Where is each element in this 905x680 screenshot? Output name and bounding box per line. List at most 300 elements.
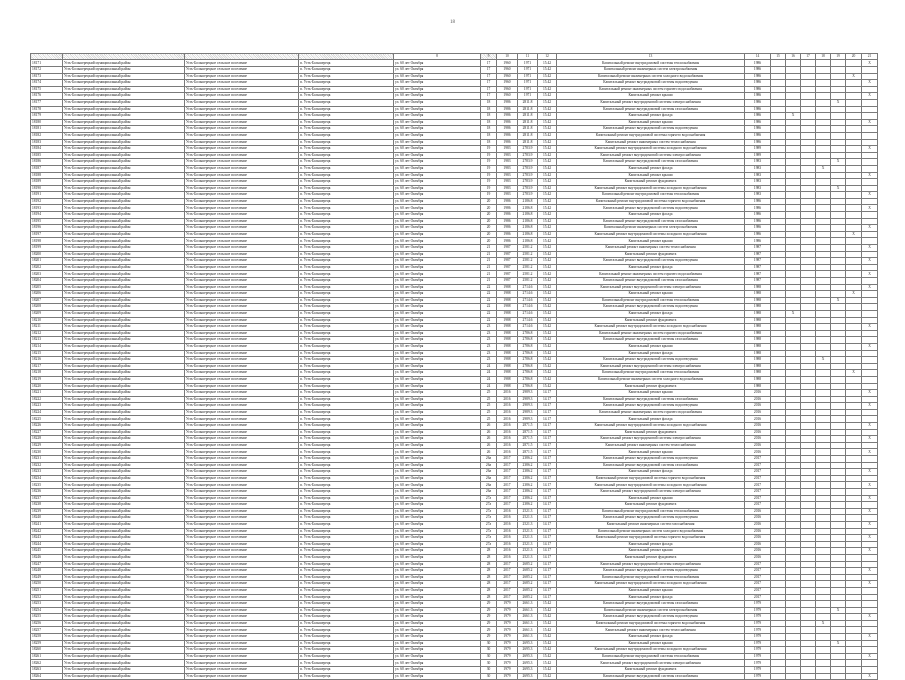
cell-record-id: 18181 [31,126,63,133]
cell-settlement: Усть-Большерецкое сельское поселение [185,535,299,542]
cell-record-id: 18224 [31,409,63,416]
cell-settlement: Усть-Большерецкое сельское поселение [185,653,299,660]
cell-work-type: Капитальный ремонт внутридомовой системы электроснабжения [557,152,745,159]
cell-area: 2783.9 [518,152,538,159]
cell-build-year: 2016 [497,535,518,542]
cell-district: Усть-Большерецкий муниципальный район [63,304,185,311]
cell-area: 2581.2 [518,264,538,271]
cell-mark-2020 [801,350,816,357]
cell-locality: п. Усть-Большерецк [299,152,394,159]
cell-street: ул. 60 лет Октября [394,640,481,647]
cell-work-type: Капитальный ремонт внутридомовой системы холодного водоснабжения [557,423,745,430]
cell-locality: п. Усть-Большерецк [299,264,394,271]
cell-mark-2024: X [862,284,878,291]
cell-district: Усть-Большерецкий муниципальный район [63,475,185,482]
cell-district: Усть-Большерецкий муниципальный район [63,436,185,443]
cell-rate: 15.42 [538,99,557,106]
cell-settlement: Усть-Большерецкое сельское поселение [185,60,299,67]
cell-area: 1971 [518,86,538,93]
cell-district: Усть-Большерецкий муниципальный район [63,587,185,594]
cell-record-id: 18184 [31,146,63,153]
cell-settlement: Усть-Большерецкое сельское поселение [185,376,299,383]
cell-mark-2019 [786,383,801,390]
cell-district: Усть-Большерецкий муниципальный район [63,456,185,463]
cell-mark-2024 [862,396,878,403]
cell-mark-2024: X [862,508,878,515]
cell-mark-2021 [816,383,831,390]
cell-area: 2695.3 [518,640,538,647]
cell-plan-year: 1979 [745,673,771,680]
cell-district: Усть-Большерецкий муниципальный район [63,139,185,146]
cell-street: ул. 60 лет Октября [394,192,481,199]
cell-locality: п. Усть-Большерецк [299,172,394,179]
cell-district: Усть-Большерецкий муниципальный район [63,561,185,568]
table-row [31,673,878,680]
cell-locality: п. Усть-Большерецк [299,508,394,515]
cell-street: ул. 60 лет Октября [394,185,481,192]
cell-record-id: 18187 [31,165,63,172]
cell-mark-2020 [801,245,816,252]
cell-mark-2018 [771,456,786,463]
cell-street: ул. 60 лет Октября [394,475,481,482]
cell-plan-year: 1988 [745,370,771,377]
cell-mark-2023 [846,508,862,515]
header-cell: 18 [816,54,831,60]
cell-locality: п. Усть-Большерецк [299,165,394,172]
cell-mark-2019 [786,456,801,463]
cell-mark-2018 [771,475,786,482]
cell-mark-2018 [771,185,786,192]
cell-mark-2022 [831,535,846,542]
cell-work-type: Капитальный ремонт внутридомовой системы холодного водоснабжения [557,146,745,153]
cell-build-year: 1988 [497,357,518,364]
cell-plan-year: 1988 [745,337,771,344]
cell-mark-2023 [846,640,862,647]
cell-mark-2024 [862,198,878,205]
cell-plan-year: 1987 [745,245,771,252]
cell-mark-2020 [801,423,816,430]
cell-mark-2019 [786,370,801,377]
cell-work-type: Капитальный ремонт внутридомовой системы газоснабжения [557,462,745,469]
cell-mark-2024: X [862,581,878,588]
cell-record-id: 18236 [31,489,63,496]
cell-mark-2019 [786,67,801,74]
cell-mark-2024: X [862,673,878,680]
cell-work-type: Капитальный ремонт фундамента [557,502,745,509]
cell-mark-2022 [831,152,846,159]
cell-mark-2018 [771,73,786,80]
cell-district: Усть-Большерецкий муниципальный район [63,106,185,113]
cell-record-id: 18244 [31,541,63,548]
cell-house-number: 28 [481,554,497,561]
cell-mark-2023 [846,185,862,192]
cell-work-type: Капитальный ремонт крыши [557,291,745,298]
cell-record-id: 18249 [31,574,63,581]
cell-work-type: Капитальный ремонт крыши [557,343,745,350]
cell-mark-2022 [831,251,846,258]
cell-settlement: Усть-Большерецкое сельское поселение [185,317,299,324]
cell-work-type: Капитальный ремонт внутридомовой системы газоснабжения [557,218,745,225]
cell-record-id: 18238 [31,502,63,509]
cell-mark-2020 [801,396,816,403]
cell-mark-2024: X [862,548,878,555]
cell-mark-2019 [786,409,801,416]
cell-plan-year: 2016 [745,403,771,410]
cell-mark-2022 [831,528,846,535]
cell-mark-2024 [862,337,878,344]
cell-rate: 15.42 [538,86,557,93]
cell-mark-2018 [771,515,786,522]
cell-mark-2022 [831,396,846,403]
cell-area: 2811.8 [518,119,538,126]
cell-mark-2020 [801,370,816,377]
cell-mark-2024 [862,627,878,634]
cell-build-year: 1979 [497,640,518,647]
cell-mark-2019 [786,469,801,476]
cell-record-id: 18235 [31,482,63,489]
cell-district: Усть-Большерецкий муниципальный район [63,310,185,317]
cell-work-type: Капитальный ремонт внутридомовой системы газоснабжения [557,278,745,285]
cell-locality: п. Усть-Большерецк [299,581,394,588]
cell-house-number: 25 [481,390,497,397]
cell-locality: п. Усть-Большерецк [299,601,394,608]
cell-house-number: 30 [481,667,497,674]
cell-mark-2020 [801,86,816,93]
cell-settlement: Усть-Большерецкое сельское поселение [185,231,299,238]
cell-mark-2020 [801,297,816,304]
cell-mark-2022 [831,119,846,126]
cell-house-number: 21 [481,245,497,252]
cell-mark-2018 [771,343,786,350]
cell-street: ул. 60 лет Октября [394,489,481,496]
cell-area: 2786.8 [518,383,538,390]
cell-settlement: Усть-Большерецкое сельское поселение [185,67,299,74]
cell-mark-2020 [801,601,816,608]
cell-mark-2023 [846,673,862,680]
cell-mark-2021 [816,673,831,680]
cell-mark-2020 [801,93,816,100]
cell-rate: 15.42 [538,152,557,159]
cell-street: ул. 60 лет Октября [394,258,481,265]
cell-district: Усть-Большерецкий муниципальный район [63,495,185,502]
cell-mark-2019 [786,304,801,311]
cell-street: ул. 60 лет Октября [394,442,481,449]
cell-street: ул. 60 лет Октября [394,264,481,271]
cell-house-number: 28 [481,587,497,594]
cell-settlement: Усть-Большерецкое сельское поселение [185,667,299,674]
cell-mark-2022 [831,343,846,350]
cell-mark-2020 [801,607,816,614]
cell-district: Усть-Большерецкий муниципальный район [63,647,185,654]
cell-record-id: 18261 [31,653,63,660]
cell-work-type: Капитальный ремонт внутридомовой системы водоотведения [557,304,745,311]
cell-record-id: 18197 [31,231,63,238]
cell-build-year: 1988 [497,343,518,350]
table-row [31,390,878,397]
cell-street: ул. 60 лет Октября [394,495,481,502]
cell-mark-2024 [862,409,878,416]
cell-mark-2020 [801,673,816,680]
cell-mark-2019 [786,357,801,364]
cell-settlement: Усть-Большерецкое сельское поселение [185,251,299,258]
cell-settlement: Усть-Большерецкое сельское поселение [185,245,299,252]
cell-mark-2022 [831,179,846,186]
cell-rate: 15.42 [538,601,557,608]
cell-house-number: 29 [481,601,497,608]
cell-house-number: 26 [481,442,497,449]
table-row [31,350,878,357]
cell-area: 2685.2 [518,594,538,601]
cell-district: Усть-Большерецкий муниципальный район [63,634,185,641]
cell-mark-2023: X [846,231,862,238]
cell-locality: п. Усть-Большерецк [299,271,394,278]
cell-mark-2023 [846,86,862,93]
cell-district: Усть-Большерецкий муниципальный район [63,251,185,258]
cell-locality: п. Усть-Большерецк [299,146,394,153]
cell-rate: 15.42 [538,343,557,350]
cell-record-id: 18212 [31,330,63,337]
cell-locality: п. Усть-Большерецк [299,139,394,146]
cell-mark-2019 [786,495,801,502]
cell-build-year: 1979 [497,647,518,654]
cell-area: 2871.5 [518,449,538,456]
cell-area: 2661.3 [518,601,538,608]
cell-plan-year: 2017 [745,594,771,601]
cell-settlement: Усть-Большерецкое сельское поселение [185,86,299,93]
cell-mark-2020 [801,238,816,245]
cell-locality: п. Усть-Большерецк [299,251,394,258]
cell-street: ул. 60 лет Октября [394,449,481,456]
cell-mark-2023 [846,60,862,67]
table-row [31,647,878,654]
cell-rate: 15.42 [538,614,557,621]
cell-mark-2018 [771,561,786,568]
cell-mark-2023 [846,594,862,601]
cell-district: Усть-Большерецкий муниципальный район [63,60,185,67]
cell-area: 2871.5 [518,429,538,436]
cell-area: 2661.3 [518,634,538,641]
cell-locality: п. Усть-Большерецк [299,528,394,535]
table-row [31,198,878,205]
cell-build-year: 1986 [497,139,518,146]
cell-district: Усть-Большерецкий муниципальный район [63,442,185,449]
cell-mark-2022: X [831,297,846,304]
cell-mark-2021 [816,535,831,542]
cell-mark-2020 [801,535,816,542]
table-row [31,423,878,430]
cell-build-year: 1986 [497,198,518,205]
cell-mark-2018 [771,198,786,205]
cell-mark-2021 [816,93,831,100]
cell-area: 2685.2 [518,574,538,581]
cell-locality: п. Усть-Большерецк [299,376,394,383]
cell-rate: 15.42 [538,673,557,680]
cell-mark-2022 [831,357,846,364]
cell-build-year: 1988 [497,337,518,344]
cell-mark-2023 [846,317,862,324]
cell-house-number: 19 [481,152,497,159]
cell-mark-2022 [831,330,846,337]
cell-mark-2023 [846,548,862,555]
cell-district: Усть-Большерецкий муниципальный район [63,568,185,575]
cell-locality: п. Усть-Большерецк [299,330,394,337]
cell-district: Усть-Большерецкий муниципальный район [63,80,185,87]
cell-settlement: Усть-Большерецкое сельское поселение [185,548,299,555]
cell-rate: 15.42 [538,278,557,285]
cell-area: 2783.9 [518,165,538,172]
cell-work-type: Капитальный ремонт инженерных систем холодного водоснабжения [557,376,745,383]
cell-area: 2783.9 [518,172,538,179]
cell-work-type: Капитальный ремонт внутридомовой системы электроснабжения [557,284,745,291]
cell-record-id: 18174 [31,80,63,87]
table-row [31,581,878,588]
cell-work-type: Капитальный ремонт внутридомовой системы газоснабжения [557,159,745,166]
cell-record-id: 18185 [31,152,63,159]
cell-record-id: 18242 [31,528,63,535]
cell-mark-2023 [846,456,862,463]
cell-mark-2022 [831,634,846,641]
cell-locality: п. Усть-Большерецк [299,561,394,568]
cell-build-year: 1987 [497,251,518,258]
cell-mark-2018 [771,390,786,397]
cell-street: ул. 60 лет Октября [394,251,481,258]
cell-district: Усть-Большерецкий муниципальный район [63,231,185,238]
cell-rate: 14.17 [538,396,557,403]
cell-mark-2021 [816,541,831,548]
cell-record-id: 18213 [31,337,63,344]
cell-mark-2021: X [816,357,831,364]
cell-settlement: Усть-Большерецкое сельское поселение [185,152,299,159]
cell-street: ул. 60 лет Октября [394,139,481,146]
cell-district: Усть-Большерецкий муниципальный район [63,324,185,331]
cell-settlement: Усть-Большерецкое сельское поселение [185,620,299,627]
cell-plan-year: 1988 [745,317,771,324]
cell-area: 2811.8 [518,106,538,113]
cell-mark-2021 [816,502,831,509]
table-row [31,278,878,285]
cell-street: ул. 60 лет Октября [394,278,481,285]
cell-build-year: 1979 [497,673,518,680]
cell-settlement: Усть-Большерецкое сельское поселение [185,159,299,166]
cell-mark-2020 [801,390,816,397]
cell-rate: 15.42 [538,647,557,654]
table-row [31,535,878,542]
cell-mark-2019 [786,376,801,383]
cell-mark-2021 [816,409,831,416]
cell-district: Усть-Большерецкий муниципальный район [63,337,185,344]
cell-mark-2018 [771,363,786,370]
cell-work-type: Капитальный ремонт фасада [557,165,745,172]
cell-record-id: 18264 [31,673,63,680]
cell-mark-2024: X [862,146,878,153]
cell-area: 2714.6 [518,324,538,331]
cell-build-year: 2017 [497,456,518,463]
table-row [31,667,878,674]
cell-street: ул. 60 лет Октября [394,159,481,166]
cell-district: Усть-Большерецкий муниципальный район [63,205,185,212]
cell-area: 2661.3 [518,607,538,614]
cell-work-type: Капитальный ремонт внутридомовой системы водоотведения [557,403,745,410]
cell-mark-2024 [862,238,878,245]
cell-mark-2023 [846,442,862,449]
cell-district: Усть-Большерецкий муниципальный район [63,198,185,205]
cell-plan-year: 1988 [745,363,771,370]
cell-mark-2018 [771,449,786,456]
cell-locality: п. Усть-Большерецк [299,640,394,647]
cell-mark-2020 [801,172,816,179]
cell-mark-2018 [771,614,786,621]
cell-settlement: Усть-Большерецкое сельское поселение [185,607,299,614]
cell-mark-2020 [801,317,816,324]
cell-house-number: 23 [481,357,497,364]
cell-district: Усть-Большерецкий муниципальный район [63,93,185,100]
cell-build-year: 1979 [497,607,518,614]
cell-mark-2022 [831,93,846,100]
table-row [31,93,878,100]
cell-district: Усть-Большерецкий муниципальный район [63,502,185,509]
cell-mark-2020 [801,159,816,166]
cell-mark-2018 [771,350,786,357]
cell-area: 2811.8 [518,99,538,106]
cell-mark-2023 [846,80,862,87]
cell-mark-2020 [801,192,816,199]
cell-district: Усть-Большерецкий муниципальный район [63,409,185,416]
cell-record-id: 18237 [31,495,63,502]
cell-work-type: Капитальный ремонт фундамента [557,667,745,674]
cell-mark-2018 [771,304,786,311]
cell-mark-2024: X [862,423,878,430]
cell-mark-2023: X [846,73,862,80]
cell-mark-2023 [846,363,862,370]
table-row [31,225,878,232]
cell-mark-2018 [771,482,786,489]
cell-settlement: Усть-Большерецкое сельское поселение [185,225,299,232]
cell-locality: п. Усть-Большерецк [299,482,394,489]
cell-district: Усть-Большерецкий муниципальный район [63,607,185,614]
cell-mark-2021 [816,574,831,581]
cell-settlement: Усть-Большерецкое сельское поселение [185,198,299,205]
table-row [31,310,878,317]
table-row [31,660,878,667]
cell-mark-2022 [831,212,846,219]
cell-mark-2023 [846,515,862,522]
cell-mark-2019 [786,172,801,179]
cell-district: Усть-Большерецкий муниципальный район [63,482,185,489]
cell-rate: 14.17 [538,502,557,509]
cell-work-type: Капитальный ремонт внутридомовой системы холодного водоснабжения [557,647,745,654]
cell-mark-2018 [771,132,786,139]
cell-plan-year: 1988 [745,383,771,390]
cell-mark-2022 [831,304,846,311]
cell-settlement: Усть-Большерецкое сельское поселение [185,119,299,126]
cell-mark-2018 [771,99,786,106]
cell-plan-year: 2017 [745,574,771,581]
cell-area: 2661.3 [518,627,538,634]
table-row [31,231,878,238]
cell-area: 2521.3 [518,541,538,548]
cell-street: ул. 60 лет Октября [394,113,481,120]
cell-settlement: Усть-Большерецкое сельское поселение [185,258,299,265]
cell-mark-2022 [831,502,846,509]
cell-mark-2020 [801,304,816,311]
cell-area: 2581.2 [518,245,538,252]
cell-locality: п. Усть-Большерецк [299,535,394,542]
cell-mark-2018 [771,640,786,647]
cell-mark-2022 [831,429,846,436]
cell-settlement: Усть-Большерецкое сельское поселение [185,594,299,601]
cell-mark-2022 [831,278,846,285]
cell-area: 2989.3 [518,396,538,403]
